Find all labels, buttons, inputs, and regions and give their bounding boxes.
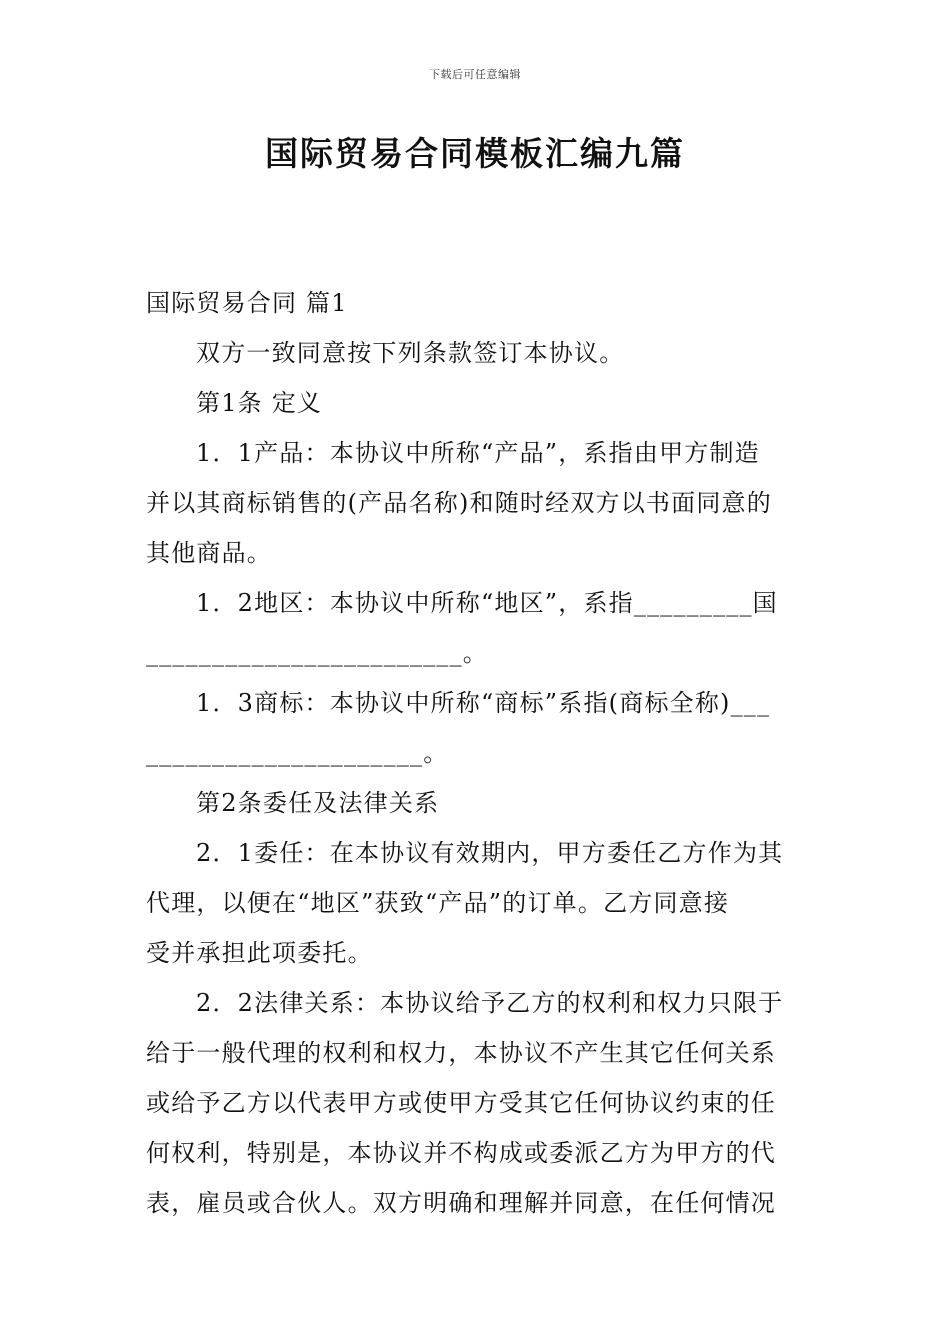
paragraph-line: 2．1委任：在本协议有效期内，甲方委任乙方作为其 <box>196 839 784 867</box>
paragraph-line: ________________________。 <box>146 639 488 667</box>
article-heading: 第2条委任及法律关系 <box>196 789 440 817</box>
paragraph-line: 代理，以便在“地区”获致“产品”的订单。乙方同意接 <box>146 889 730 917</box>
paragraph-line: _____________________。 <box>146 739 449 767</box>
paragraph-line: 双方一致同意按下列条款签订本协议。 <box>196 339 625 367</box>
document-title: 国际贸易合同模板汇编九篇 <box>265 134 685 173</box>
paragraph-line: 表，雇员或合伙人。双方明确和理解并同意，在任何情况 <box>146 1189 776 1217</box>
paragraph-line: 受并承担此项委托。 <box>146 939 373 967</box>
header-note: 下载后可任意编辑 <box>429 68 521 81</box>
section-heading: 国际贸易合同 篇1 <box>146 289 348 317</box>
paragraph-line: 或给予乙方以代表甲方或使甲方受其它任何协议约束的任 <box>146 1089 776 1117</box>
paragraph-line: 1．1产品：本协议中所称“产品”，系指由甲方制造 <box>196 439 760 467</box>
paragraph-line: 1．2地区：本协议中所称“地区”，系指_________国 <box>196 589 778 617</box>
paragraph-line: 1．3商标：本协议中所称“商标”系指(商标全称)___ <box>196 689 771 717</box>
paragraph-line: 何权利，特别是，本协议并不构成或委派乙方为甲方的代 <box>146 1139 776 1167</box>
document-body <box>146 278 808 1228</box>
paragraph-line: 给于一般代理的权利和权力，本协议不产生其它任何关系 <box>146 1039 776 1067</box>
paragraph-line: 并以其商标销售的(产品名称)和随时经双方以书面同意的 <box>146 489 772 517</box>
article-heading: 第1条 定义 <box>196 389 323 417</box>
paragraph-line: 其他商品。 <box>146 539 272 567</box>
paragraph-line: 2．2法律关系：本协议给予乙方的权利和权力只限于 <box>196 989 784 1017</box>
